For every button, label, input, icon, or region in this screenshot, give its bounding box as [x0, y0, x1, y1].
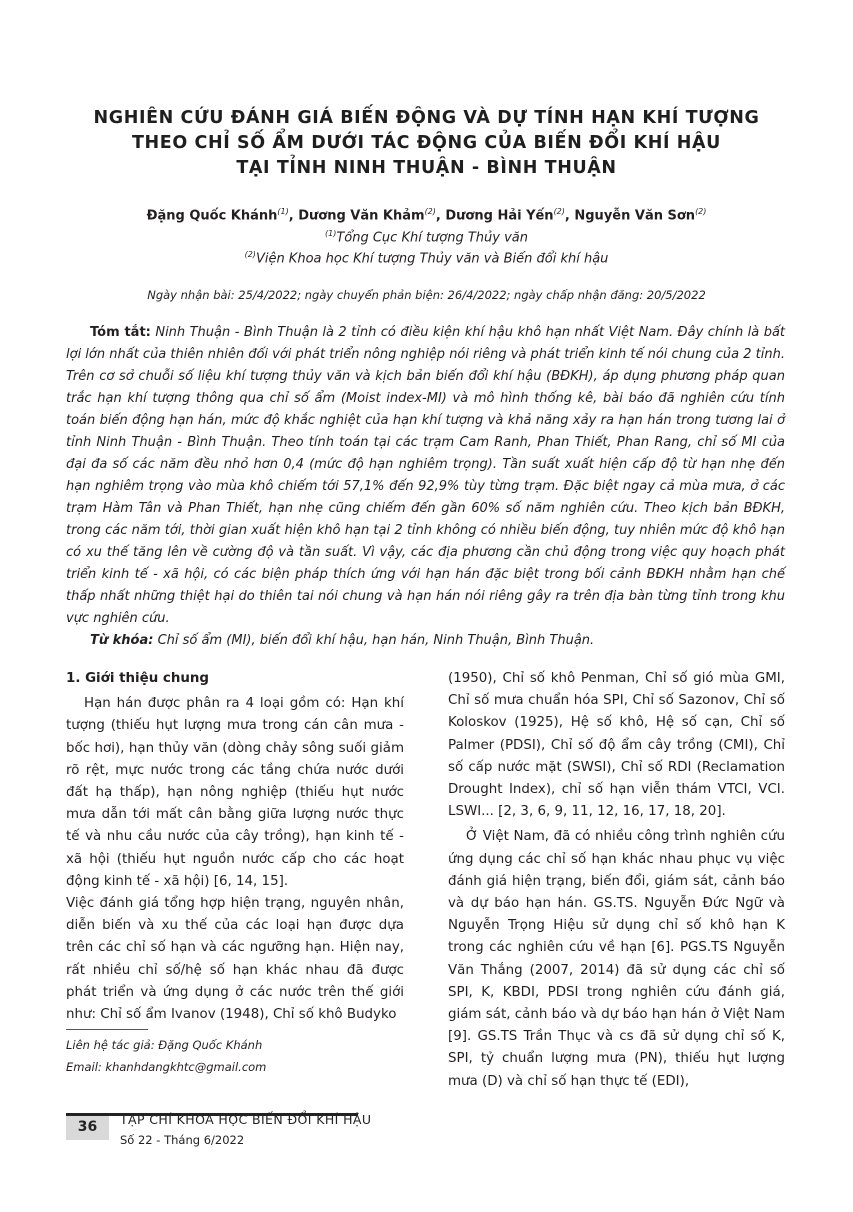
- paper-title: [60, 106, 793, 181]
- author-separator: ,: [564, 208, 575, 224]
- body-paragraph: Ở Việt Nam, đã có nhiều công trình nghiên cứu ứng dụng các chỉ số hạn khác nhau phục vụ việc đánh giá hiện trạng, biến đổi, giám sát, cảnh báo và dự báo hạn hán. GS.TS. Nguyễn Đức Ngữ và Nguyễn Trọng Hiệu sử dụng chỉ số khô hạn K trong các nghiên cứu về hạn [6]. PGS.TS Nguyễn Văn Thắng (2007, 2014) đã sử dụng các chỉ số SPI, K, KBDI, PDSI trong nghiên cứu đánh giá, giám sát, cảnh báo và dự báo hạn hán ở Việt Nam [9]. GS.TS Trần Thục và cs đã sử dụng chỉ số K, SPI, tỷ chuẩn lượng mưa (PN), thiếu hụt lượng mưa (D) và chỉ số hạn thực tế (EDI),: [448, 829, 785, 1089]
- author-separator: ,: [288, 208, 299, 224]
- journal-issue: Số 22 - Tháng 6/2022: [120, 1133, 245, 1147]
- title-line: THEO CHỈ SỐ ẨM DƯỚI TÁC ĐỘNG CỦA BIẾN ĐỔI KHÍ HẬU: [132, 133, 721, 153]
- keywords-text: Chỉ số ẩm (MI), biến đổi khí hậu, hạn hán, Ninh Thuận, Bình Thuận.: [157, 633, 595, 648]
- journal-name: TẠP CHÍ KHOA HỌC BIẾN ĐỔI KHÍ HẬU: [120, 1112, 372, 1127]
- body-paragraph: (1950), Chỉ số khô Penman, Chỉ số gió mùa GMI, Chỉ số mưa chuẩn hóa SPI, Chỉ số Sazonov, Chỉ số Koloskov (1925), Hệ số khô, Hệ số cạn, Chỉ số Palmer (PDSI), Chỉ số độ ẩm cây trồng (CMI), Chỉ số cấp nước mặt (SWSI), Chỉ số RDI (Reclamation Drought Index), chỉ số hạn viễn thám VTCI, VCI. LSWI... [2, 3, 6, 9, 11, 12, 16, 17, 18, 20].: [448, 671, 785, 820]
- affiliation-text: Viện Khoa học Khí tượng Thủy văn và Biến đổi khí hậu: [255, 251, 609, 267]
- author-name: Nguyễn Văn Sơn: [574, 208, 696, 224]
- affiliation-mark: (2): [244, 250, 256, 259]
- contact-author: Liên hệ tác giả: Đặng Quốc Khánh: [66, 1038, 263, 1052]
- author-affiliation-mark: (2): [695, 207, 707, 216]
- page-number: 36: [77, 1119, 98, 1135]
- affiliation-mark: (1): [324, 229, 337, 238]
- author-list: [60, 202, 793, 226]
- title-line: NGHIÊN CỨU ĐÁNH GIÁ BIẾN ĐỘNG VÀ DỰ TÍNH HẠN KHÍ TƯỢNG: [93, 108, 760, 128]
- title-line: TẠI TỈNH NINH THUẬN - BÌNH THUẬN: [236, 158, 617, 178]
- keywords-label: Từ khóa:: [90, 633, 154, 648]
- author-separator: ,: [435, 208, 446, 224]
- author-affiliation-mark: (2): [553, 207, 565, 216]
- abstract-text: Ninh Thuận - Bình Thuận là 2 tỉnh có điều kiện khí hậu khô hạn nhất Việt Nam. Đây chính là bất lợi lớn nhất của thiên nhiên đối với phát triển nông nghiệp nói riêng và phát triển kinh tế nói chung của 2 tỉnh. Trên cơ sở chuỗi số liệu khí tượng thủy văn và kịch bản biến đổi khí hậu (BĐKH), áp dụng phương pháp quan trắc hạn khí tượng thông qua chỉ số ẩm (Moist index-MI) và mô hình thống kê, bài báo đã nghiên cứu tính toán biến động hạn hán, mức độ khắc nghiệt của hạn khí tượng và khả năng xảy ra hạn hán trong tương lai ở tỉnh Ninh Thuận - Bình Thuận. Theo tính toán tại các trạm Cam Ranh, Phan Thiết, Phan Rang, chỉ số MI của đại đa số các năm đều nhỏ hơn 0,4 (mức độ hạn nghiêm trọng). Tần suất xuất hiện cấp độ từ hạn nhẹ đến hạn nghiêm trọng vào mùa khô chiếm tới 57,1% đến 92,9% tùy từng trạm. Đặc biệt ngay cả mùa mưa, ở các trạm Hàm Tân và Phan Thiết, hạn nhẹ cũng chiếm đến gần 60% số năm nghiên cứu. Theo kịch bản BĐKH, trong các năm tới, thời gian xuất hiện khô hạn tại 2 tỉnh không có nhiều biến động, tuy nhiên mức độ khô hạn có xu thế tăng lên về cường độ và tần suất. Vì vậy, các địa phương cần chủ động trong việc quy hoạch phát triển kinh tế - xã hội, có các biện pháp thích ứng với hạn hán đặc biệt trong bối cảnh BĐKH nhằm hạn chế thấp nhất những thiệt hại do thiên tai nói chung và hạn hán nói riêng gây ra trên địa bàn từng tỉnh trong khu vực nghiên cứu.: [66, 325, 786, 626]
- page-number-box: [66, 1113, 109, 1140]
- author-name: Đặng Quốc Khánh: [146, 208, 278, 224]
- author-name: Dương Hải Yến: [445, 208, 554, 224]
- submission-dates: Ngày nhận bài: 25/4/2022; ngày chuyển phản biện: 26/4/2022; ngày chấp nhận đăng: 20/5/2022: [147, 288, 706, 302]
- footnote-divider: [66, 1029, 148, 1030]
- author-affiliation-mark: (1): [277, 207, 289, 216]
- contact-email: Email: khanhdangkhtc@gmail.com: [66, 1060, 267, 1074]
- affiliation-text: Tổng Cục Khí tượng Thủy văn: [336, 230, 529, 246]
- left-column: [66, 668, 404, 1026]
- author-name: Dương Văn Khảm: [298, 208, 425, 224]
- author-affiliation-mark: (2): [424, 207, 436, 216]
- body-paragraph: Hạn hán được phân ra 4 loại gồm có: Hạn khí tượng (thiếu hụt lượng mưa trong cán cân mưa - bốc hơi), hạn thủy văn (dòng chảy sông suối giảm rõ rệt, mực nước trong các tầng chứa nước dưới đất hạ thấp), hạn nông nghiệp (thiếu hụt nước mưa dẫn tới mất cân bằng giữa lượng nước thực tế và nhu cầu nước của cây trồng), hạn kinh tế - xã hội (thiếu hụt nguồn nước cấp cho các hoạt động kinh tế - xã hội) [6, 14, 15].: [66, 696, 404, 889]
- abstract: [66, 322, 785, 652]
- body-paragraph: Việc đánh giá tổng hợp hiện trạng, nguyên nhân, diễn biến và xu thế của các loại hạn được dựa trên các chỉ số hạn và các ngưỡng hạn. Hiện nay, rất nhiều chỉ số/hệ số hạn khác nhau đã được phát triển và ứng dụng ở các nước trên thế giới như: Chỉ số ẩm Ivanov (1948), Chỉ số khô Budyko: [66, 896, 404, 1023]
- affiliation: [60, 245, 793, 269]
- abstract-label: Tóm tắt:: [90, 325, 151, 340]
- section-heading: 1. Giới thiệu chung: [66, 671, 210, 686]
- right-column: [448, 668, 785, 1093]
